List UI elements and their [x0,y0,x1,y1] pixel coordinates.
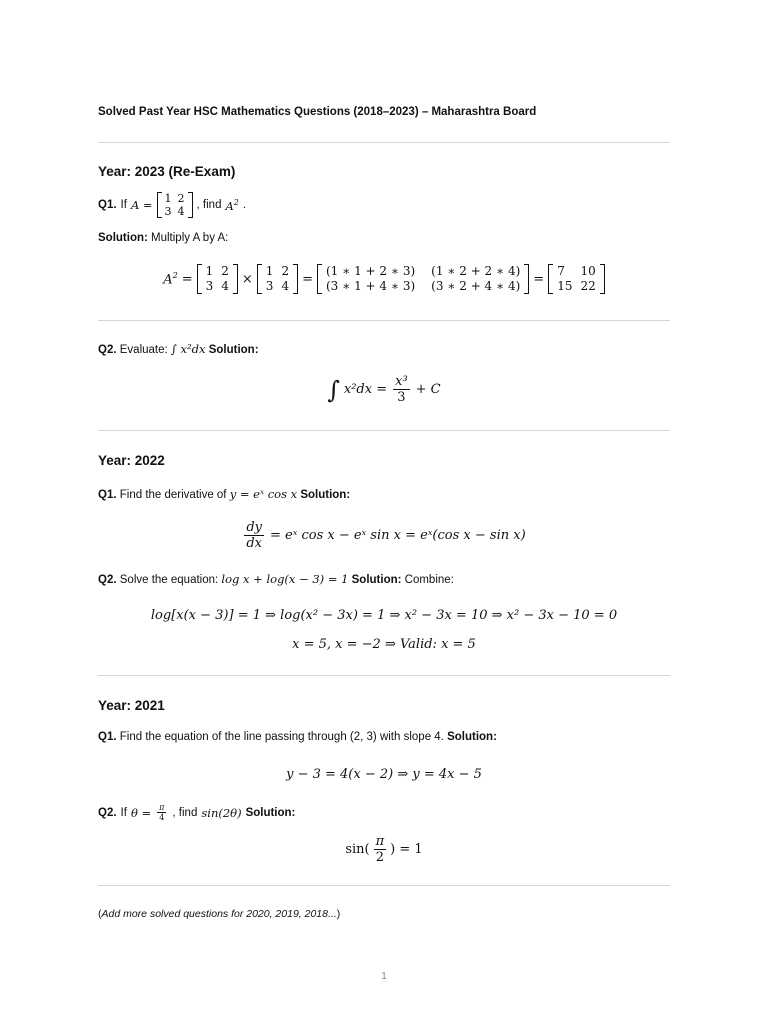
question-2023-q2: Q2. Evaluate: ∫ x²dx Solution: [98,342,259,356]
question-2022-q2: Q2. Solve the equation: log x + log(x − 3) = 1 Solution: Combine: [98,572,454,586]
question-2022-q1: Q1. Find the derivative of y = eˣ cos x Solution: [98,487,351,501]
matrix-a: 1 2 3 4 [197,264,238,294]
solution-label: Solution: [447,731,497,743]
matrix-result: 7 10 15 22 [548,264,605,294]
footer-note: (Add more solved questions for 2020, 2019, 2018...) [98,908,341,920]
matrix-a: 1 2 3 4 [157,192,193,218]
math-expression: y = eˣ cos x [229,487,298,501]
question-2021-q2: Q2. If θ = $\frac{\pi}{4}$ , find sin(2θ) Solution: [98,803,296,822]
question-text: If [120,199,127,211]
math-expression: A = [130,198,153,212]
math-expression: log x + log(x − 3) = 1 [221,572,349,586]
year-heading-2023: Year: 2023 (Re-Exam) [98,164,236,179]
display-equation-line: y − 3 = 4(x − 2) ⇒ y = 4x − 5 [286,767,482,782]
question-label: Q1. [98,489,117,501]
page-number: 1 [381,971,387,982]
document-title: Solved Past Year HSC Mathematics Questions (2018–2023) – Maharashtra Board [98,106,537,118]
math-expression: $A^2$ [225,197,239,213]
question-2021-q1: Q1. Find the equation of the line passing through (2, 3) with slope 4. Solution: [98,731,497,743]
divider [98,885,670,886]
matrix-a: 1 2 3 4 [257,264,298,294]
display-equation-integral: ∫ x²dx = $\frac{\text{x³}}{3}$ + C [327,374,441,405]
solution-label: Solution: [300,489,351,501]
year-heading-2021: Year: 2021 [98,698,165,713]
divider [98,142,670,143]
divider [98,320,670,321]
display-equation-derivative: $\frac{dy}{dx}$ = eˣ cos x − eˣ sin x = eˣ(cos x − sin x) [246,520,526,551]
display-equation-log-result: x = 5, x = −2 ⇒ Valid: x = 5 [292,637,476,652]
question-text: , find [196,199,222,211]
solution-label: Solution: [351,574,402,586]
question-label: Q1. [98,199,117,211]
math-expression: ∫ x²dx [170,342,206,356]
display-equation-log: log[x(x − 3)] = 1 ⇒ log(x² − 3x) = 1 ⇒ x² − 3x = 10 ⇒ x² − 3x − 10 = 0 [150,608,618,623]
solution-line [98,232,228,244]
solution-text: Multiply A by A: [151,232,229,244]
solution-label: Solution: [208,344,259,356]
question-label: Q2. [98,344,117,356]
question-label: Q2. [98,574,117,586]
solution-label: Solution: [245,806,296,819]
display-equation-sin: sin( $\frac{\pi}{2}$ ) = 1 [345,834,423,865]
question-label: Q2. [98,806,117,819]
solution-label: Solution: [98,232,148,244]
question-2023-q1: Q1. If A = 1 2 3 4 , find $A^2$ . [98,192,247,218]
question-label: Q1. [98,731,117,743]
year-heading-2022: Year: 2022 [98,453,165,468]
matrix-expanded: (1 ∗ 1 + 2 ∗ 3) (1 ∗ 2 + 2 ∗ 4) (3 ∗ 1 + 4 ∗ 3) (3 ∗ 2 + 4 ∗ 4) [317,264,529,294]
display-equation-matrix: $A^2$ = 1 2 3 4 × 1 2 3 4 = (1 ∗ 1 + 2 ∗ 3) (1 ∗ 2 + 2 ∗ 4) (3 ∗ 1 + 4 ∗ 3) (3 ∗ 2 + 4 ∗ 4) = 7 10 15 22 [98,264,670,294]
divider [98,430,670,431]
divider [98,675,670,676]
